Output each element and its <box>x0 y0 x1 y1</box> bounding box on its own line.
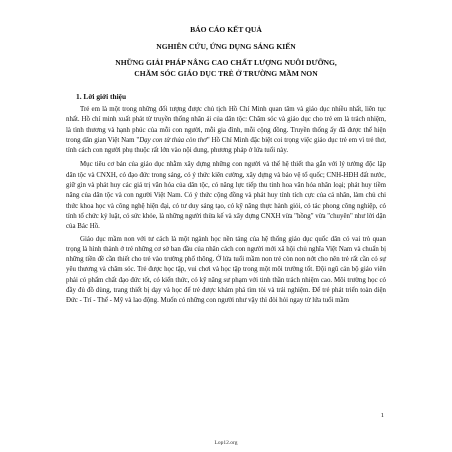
section-heading: 1. Lời giới thiệu <box>76 92 127 101</box>
paragraph-3: Giáo dục mầm non với tư cách là một ngành học nền tảng của hệ thống giáo dục quốc dân có vai trò quan trọng là hình thành ở trẻ những cơ sở ban đầu của nhân cách con người mới xã hội chủ nghĩa Việt Nam và chuẩn bị những tiền đề cần thiết cho trẻ vào trường phổ thông. Ở lứa tuổi mầm non trẻ còn non nớt cho nên trẻ rất cần có sự yêu thương và chăm sóc. Trẻ được học tập, vui chơi và học tập trong một môi trường tốt. Đội ngũ cán bộ giáo viên phải có phẩm chất đạo đức tốt, có kiến thức, có kỹ năng sư phạm với tinh thần trách nhiệm cao. Môi trường học có đầy đủ đồ dùng, trang thiết bị dạy và học để trẻ được khám phá tìm tòi và trải nghiệm. Để trẻ phát triển toàn diện Đức - Trí - Thể - Mỹ và lao động. Muốn có những con người như vậy thì đòi hỏi ngay từ lứa tuổi mầm <box>66 235 386 305</box>
footer-watermark: Lop12.org <box>214 440 238 446</box>
topic-title-line-1: NHỮNG GIẢI PHÁP NÂNG CAO CHẤT LƯỢNG NUÔI DƯỠNG, <box>115 58 337 67</box>
paragraph-1-text-a: Trẻ em là một trong những đối tượng được chủ tịch Hồ Chí Minh quan tâm và giáo dục nhiều nhất, liên tục nhất. Hồ chí minh xuất phát từ truyền thống nhân ái của dân tộc: Chăm sóc và giáo dục cho trẻ em là trách nhiệm, là tình thương và hạnh phúc của mỗi con người, mỗi gia đình, mỗi cộng đồng. Truyền thống ấy đã được thể hiện trong dân gian Việt Nam " <box>66 106 386 144</box>
folk-quote: Dạy con từ thủa còn thơ <box>139 136 207 144</box>
paragraph-1 <box>66 105 386 156</box>
report-title: BÁO CÁO KẾT QUẢ <box>190 25 262 34</box>
paragraph-1-text-b: " Hồ Chí Minh đặc biệt coi trọng việc giáo dục trẻ em vì trẻ thơ, tính cách con người phụ thuộc rất lớn vào nội dung, phương pháp ở lứa tuổi này. <box>66 136 387 155</box>
report-subtitle: NGHIÊN CỨU, ỨNG DỤNG SÁNG KIẾN <box>156 42 296 51</box>
paragraph-2: Mục tiêu cơ bản của giáo dục nhằm xây dựng những con người và thế hệ thiết tha gắn với lý tưởng độc lập dân tộc và CNXH, có đạo đức trong sáng, có ý thức kiên cường, xây dựng và bảo vệ tổ quốc; CNH-HĐH đất nước, giữ gìn và phát huy các giá trị văn hóa của dân tộc, có năng lực tiếp thu tinh hoa văn hóa nhân loại; phát huy tiềm năng của dân tộc và con người Việt Nam. Có ý thức cộng đồng và phát huy tính tích cực của cá nhân, làm chủ chi thức khoa học và công nghệ hiện đại, có tư duy sáng tạo, có kỹ năng thực hành giỏi, có tác phong công nghiệp, có tính tổ chức kỷ luật, có sức khỏe, là những người thừa kế và xây dựng CNXH vừa "hồng" vừa "chuyên" như lời dặn của Bác Hồ. <box>66 161 386 231</box>
title-block <box>66 24 386 79</box>
topic-title-line-2: CHĂM SÓC GIÁO DỤC TRẺ Ở TRƯỜNG MẦM NON <box>134 68 318 78</box>
page-number: 1 <box>380 412 384 419</box>
